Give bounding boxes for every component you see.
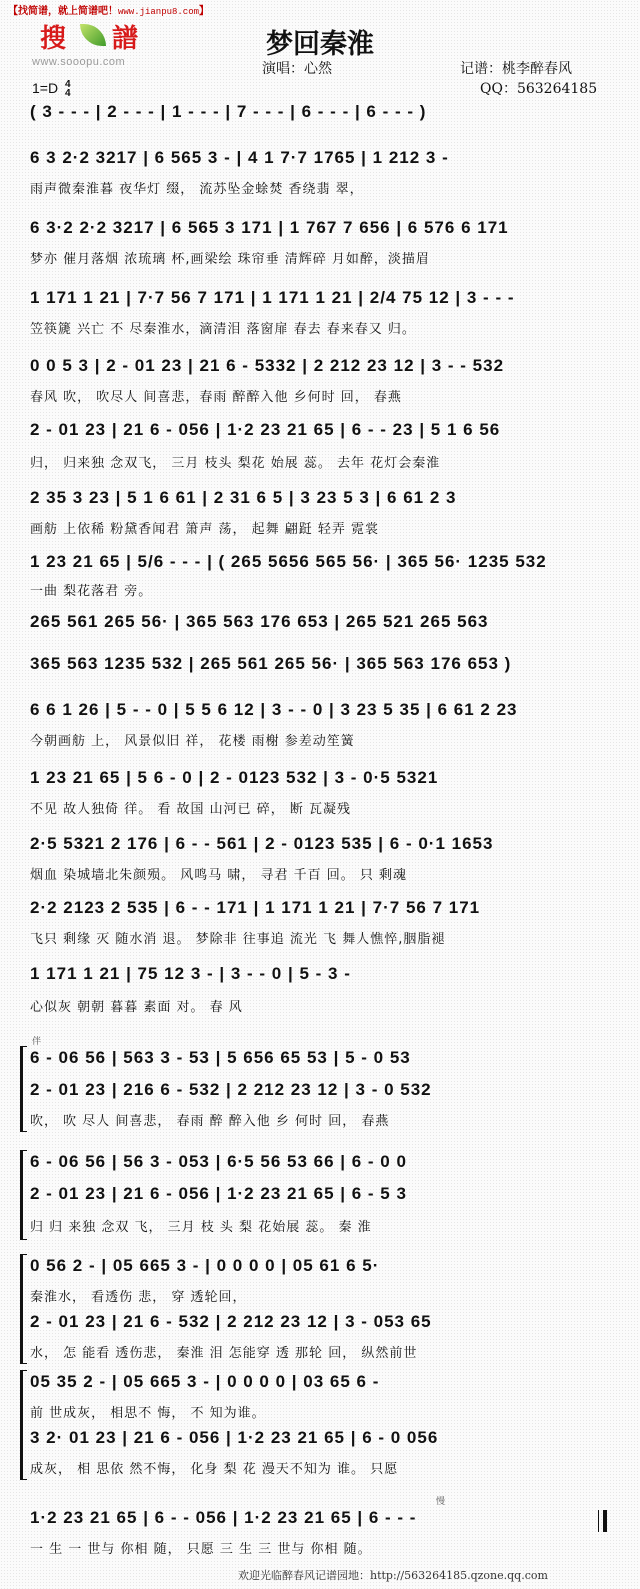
lyric-line: 笠筷篪 兴亡 不 尽秦淮水，滴清泪 落窗扉 春去 春来春又 归。 xyxy=(30,322,416,337)
lyric-line: 梦亦 催月落烟 浓琉璃 杯,画梁绘 珠帘垂 清辉碎 月如醉，淡描眉 xyxy=(30,252,430,267)
notation-line: 2·2 2123 2 535 | 6 - - 171 | 1 171 1 21 | 7·7 56 7 171 xyxy=(30,898,481,917)
logo-char-sou: 搜 xyxy=(40,24,67,54)
notation-line: 1 23 21 65 | 5/6 - - - | ( 265 5656 565 56· | 365 56· 1235 532 xyxy=(30,552,547,571)
lyric-line: 心似灰 朝朝 暮暮 素面 对。 春 风 xyxy=(30,1000,243,1015)
singer: 演唱：心然 xyxy=(262,61,332,77)
system-bracket xyxy=(20,1370,27,1480)
lyric-line: 飞只 剩缘 灭 随水消 退。 梦除非 往事追 流光 飞 舞人憔悴,胭脂褪 xyxy=(30,932,446,947)
notation-line: 6 6 1 26 | 5 - - 0 | 5 5 6 12 | 3 - - 0 | 3 23 5 35 | 6 61 2 23 xyxy=(30,700,518,719)
system-bracket xyxy=(20,1254,27,1364)
notation-line: 0 0 5 3 | 2 - 01 23 | 21 6 - 5332 | 2 212 23 12 | 3 - - 532 xyxy=(30,356,505,375)
notation-line-lower: 2 - 01 23 | 216 6 - 532 | 2 212 23 12 | 3 - 0 532 xyxy=(30,1080,432,1099)
lyric-line: 烟血 染城墙北朱颜殒。 风鸣马 啸， 寻君 千百 回。 只 剩魂 xyxy=(30,868,408,883)
system-bracket xyxy=(20,1150,27,1240)
time-signature: 4 4 xyxy=(64,79,71,100)
slow-tempo-mark: 慢 xyxy=(436,1496,446,1506)
notation-line: 1 171 1 21 | 7·7 56 7 171 | 1 171 1 21 | 2/4 75 12 | 3 - - - xyxy=(30,288,515,307)
lyric-line: 今朝画舫 上， 风景似旧 祥， 花楼 雨榭 参差动笙簧 xyxy=(30,734,355,749)
lyric-line: 画舫 上依稀 粉黛香闻君 箫声 荡， 起舞 翩跹 轻弄 霓裳 xyxy=(30,522,380,537)
notation-line-upper: 0 56 2 - | 05 665 3 - | 0 0 0 0 | 05 61 6 5· xyxy=(30,1256,380,1275)
notation-line: 2 35 3 23 | 5 1 6 61 | 2 31 6 5 | 3 23 5 3 | 6 61 2 3 xyxy=(30,488,457,507)
notation-line: 1 23 21 65 | 5 6 - 0 | 2 - 0123 532 | 3 - 0·5 5321 xyxy=(30,768,439,787)
notation-line-lower: 3 2· 01 23 | 21 6 - 056 | 1·2 23 21 65 | 6 - 0 056 xyxy=(30,1428,439,1447)
banner-text: 【找简谱，就上简谱吧！ xyxy=(8,6,118,17)
lyric-line: 前 世成灰， 相思不 悔， 不 知为谁。 xyxy=(30,1406,266,1421)
notation-line: 1 171 1 21 | 75 12 3 - | 3 - - 0 | 5 - 3 - xyxy=(30,964,351,983)
site-banner[interactable]: 【找简谱，就上简谱吧！www.jianpu8.com】 xyxy=(8,6,210,17)
qq-number: QQ：563264185 xyxy=(480,81,598,97)
notation-line: ( 3 - - - | 2 - - - | 1 - - - | 7 - - - | 6 - - - | 6 - - - ) xyxy=(30,102,427,121)
logo-char-pu: 譜 xyxy=(112,24,139,54)
lyric-line: 不见 故人独倚 徉。 看 故国 山河已 碎， 断 瓦凝残 xyxy=(30,802,352,817)
logo-site: www.sooopu.com xyxy=(32,56,126,68)
lyric-line: 一曲 梨花落君 旁。 xyxy=(30,584,153,599)
key-signature: 1=D 4 4 xyxy=(32,79,71,100)
final-barline xyxy=(603,1510,607,1532)
notation-line: 1·2 23 21 65 | 6 - - 056 | 1·2 23 21 65 | 6 - - - xyxy=(30,1508,417,1527)
lyric-line: 水， 怎 能看 透伤悲， 秦淮 泪 怎能穿 透 那轮 回， 纵然前世 xyxy=(30,1346,418,1361)
lyric-line: 春风 吹， 吹尽人 间喜悲，春雨 醉醉入他 乡何时 回， 春燕 xyxy=(30,390,402,405)
notation-line: 2·5 5321 2 176 | 6 - - 561 | 2 - 0123 535 | 6 - 0·1 1653 xyxy=(30,834,494,853)
song-title: 梦回秦淮 xyxy=(266,29,374,60)
lyric-line: 雨声微秦淮暮 夜华灯 缀， 流苏坠金蜍焚 香绕翡 翠， xyxy=(30,182,364,197)
footer-credit[interactable]: 欢迎光临醉春风记谱园地：http://563264185.qzone.qq.com xyxy=(238,1569,548,1582)
notation-line-upper: 6 - 06 56 | 56 3 - 053 | 6·5 56 53 66 | 6 - 0 0 xyxy=(30,1152,407,1171)
chorus-mark: 伴 xyxy=(32,1036,42,1046)
lyric-line: 秦淮水， 看透伤 悲， 穿 透轮回， xyxy=(30,1290,247,1305)
notation-line: 265 561 265 56· | 365 563 176 653 | 265 521 265 563 xyxy=(30,612,489,631)
notation-line: 6 3·2 2·2 3217 | 6 565 3 171 | 1 767 7 656 | 6 576 6 171 xyxy=(30,218,509,237)
lyric-line: 成灰， 相 思依 然不悔， 化身 梨 花 漫天不知为 谁。 只愿 xyxy=(30,1462,399,1477)
notation-line-lower: 2 - 01 23 | 21 6 - 056 | 1·2 23 21 65 | 6 - 5 3 xyxy=(30,1184,407,1203)
banner-url[interactable]: www.jianpu8.com xyxy=(118,7,200,17)
notation-line-lower: 2 - 01 23 | 21 6 - 532 | 2 212 23 12 | 3 - 053 65 xyxy=(30,1312,432,1331)
notation-line: 365 563 1235 532 | 265 561 265 56· | 365 563 176 653 ) xyxy=(30,654,512,673)
lyric-line: 一 生 一 世与 你相 随， 只愿 三 生 三 世与 你相 随。 xyxy=(30,1542,372,1557)
notation-line-upper: 05 35 2 - | 05 665 3 - | 0 0 0 0 | 03 65 6 - xyxy=(30,1372,380,1391)
lyric-line: 吹， 吹 尽人 间喜悲， 春雨 醉 醉入他 乡 何时 回， 春燕 xyxy=(30,1114,390,1129)
notation-line: 2 - 01 23 | 21 6 - 056 | 1·2 23 21 65 | 6 - - 23 | 5 1 6 56 xyxy=(30,420,501,439)
system-bracket xyxy=(20,1046,27,1132)
lyric-line: 归， 归来独 念双飞， 三月 枝头 梨花 始展 蕊。 去年 花灯会秦淮 xyxy=(30,456,441,471)
notation-line: 6 3 2·2 3217 | 6 565 3 - | 4 1 7·7 1765 | 1 212 3 - xyxy=(30,148,449,167)
lyric-line: 归 归 来独 念双 飞， 三月 枝 头 梨 花始展 蕊。 秦 淮 xyxy=(30,1220,372,1235)
transcriber: 记谱：桃李醉春风 xyxy=(460,61,572,77)
notation-line-upper: 6 - 06 56 | 563 3 - 53 | 5 656 65 53 | 5 - 0 53 xyxy=(30,1048,411,1067)
